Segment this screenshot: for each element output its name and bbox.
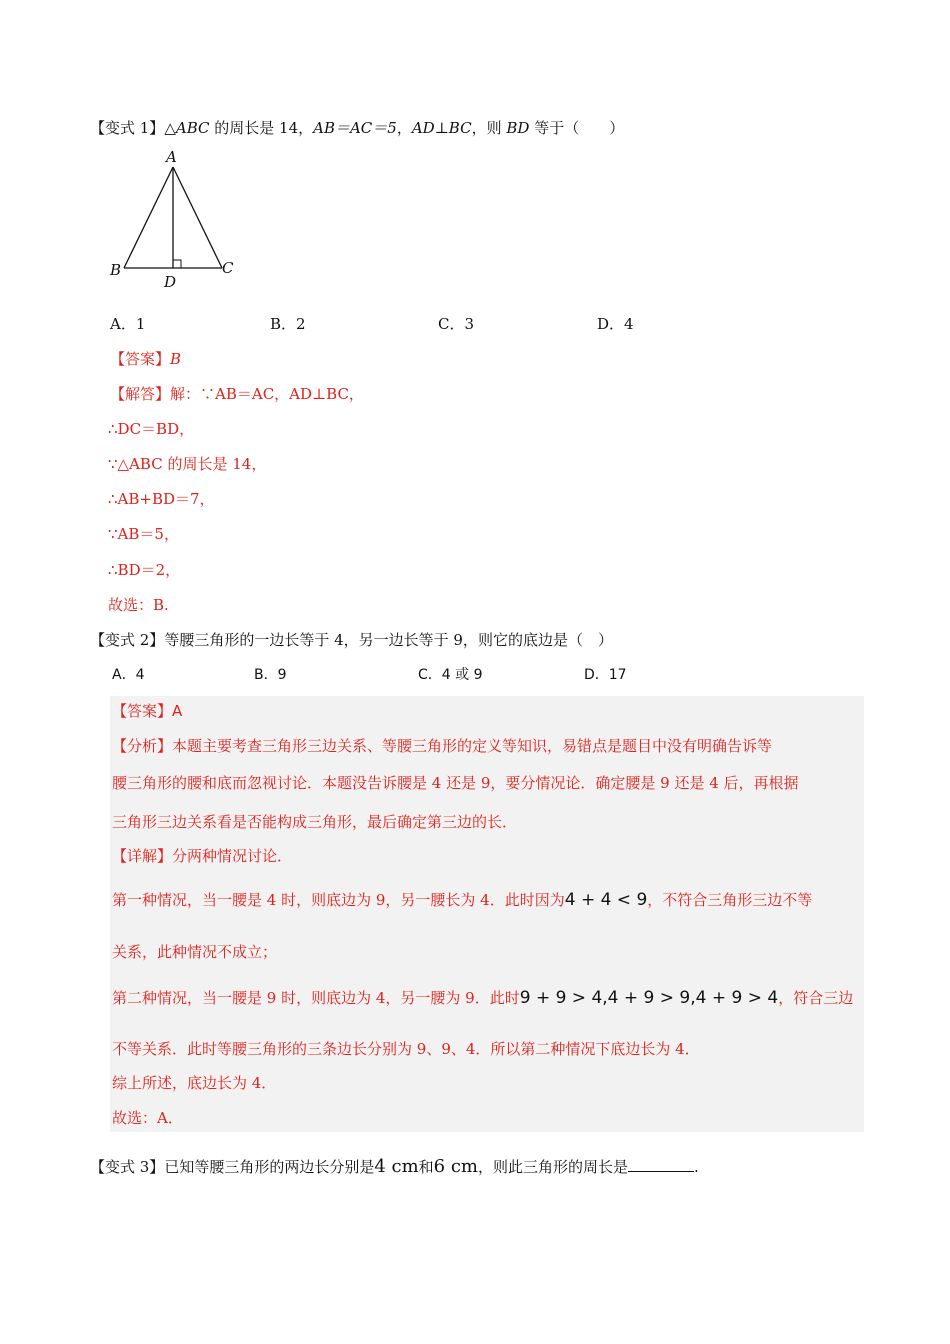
v2-choice-c: C．4 或 9 bbox=[418, 667, 483, 683]
v1-step-2: ∵△ABC 的周长是 14， bbox=[108, 455, 267, 473]
v3-question bbox=[90, 1157, 699, 1177]
case-2-math: 9 + 9 > 4,4 + 9 > 9,4 + 9 > 4 bbox=[519, 988, 779, 1008]
case-1-text-end: ，不符合三角形三边不等 bbox=[647, 891, 813, 909]
v1-step-4: ∵AB＝5， bbox=[108, 525, 179, 543]
label-a: A bbox=[166, 148, 177, 166]
v1-choice-d: D．4 bbox=[597, 315, 634, 333]
triangle-symbol: △ bbox=[164, 119, 176, 137]
v2-detail-head bbox=[112, 846, 292, 866]
v1-question bbox=[90, 118, 624, 138]
v2-solution-panel bbox=[110, 696, 864, 1132]
detail-tag: 【详解】 bbox=[112, 847, 173, 865]
v1-choice-c: C．3 bbox=[438, 315, 475, 333]
analysis-line-1: 本题主要考查三角形三边关系、等腰三角形的定义等知识，易错点是题目中没有明确告诉等 bbox=[172, 737, 773, 755]
solution-tag: 【解答】 bbox=[110, 385, 171, 403]
edge-ab bbox=[124, 167, 173, 268]
label-d: D bbox=[164, 273, 177, 291]
analysis-line-3: 三角形三边关系看是否能构成三角形，最后确定第三边的长． bbox=[112, 813, 518, 831]
v1-step-5: ∴BD＝2， bbox=[108, 561, 181, 579]
detail-line-1: 分两种情况讨论． bbox=[172, 847, 293, 865]
v2-pick: 故选：A． bbox=[112, 1109, 183, 1127]
label-b: B bbox=[110, 261, 122, 279]
case-1-line-1 bbox=[112, 890, 812, 910]
v1-text-2: ， bbox=[396, 119, 412, 137]
case-2-text-end: ，符合三边 bbox=[778, 989, 854, 1007]
v1-text-3: ，则 bbox=[471, 119, 507, 137]
edge-ac bbox=[173, 167, 222, 268]
v3-period: . bbox=[694, 1158, 699, 1176]
case-2-text: 第二种情况，当一腰是 9 时，则底边为 4，另一腰为 9．此时 bbox=[112, 989, 520, 1007]
v2-choice-b: B．9 bbox=[254, 667, 287, 683]
v1-choice-b: B．2 bbox=[270, 315, 306, 333]
v3-length-1: 4 cm bbox=[374, 1156, 419, 1177]
v3-text-2: 和 bbox=[418, 1158, 434, 1176]
v1-cond: AB＝AC＝5 bbox=[313, 119, 397, 137]
v1-step-1: ∴DC＝BD， bbox=[108, 420, 195, 438]
v2-choice-a: A．4 bbox=[112, 667, 145, 683]
analysis-line-2: 腰三角形的腰和底而忽视讨论．本题没告诉腰是 4 还是 9，要分情况论．确定腰是 9 还是 4 后，再根据 bbox=[112, 774, 799, 792]
v1-bd: BD bbox=[506, 119, 530, 137]
v2-question bbox=[90, 630, 613, 650]
case-2-line-2: 不等关系．此时等腰三角形的三条边长分别为 9、9、4．所以第二种情况下底边长为 4． bbox=[112, 1040, 700, 1058]
analysis-tag: 【分析】 bbox=[112, 737, 173, 755]
v3-head: 【变式 3】 bbox=[90, 1158, 165, 1176]
v2-answer bbox=[112, 701, 182, 721]
v1-step-6: 故选：B. bbox=[108, 596, 169, 614]
v1-perp: AD⊥BC bbox=[411, 119, 472, 137]
label-c: C bbox=[222, 259, 234, 277]
v2-text: 等腰三角形的一边长等于 4，另一边长等于 9，则它的底边是（ ） bbox=[164, 631, 613, 649]
v1-text-1: 的周长是 14， bbox=[209, 119, 314, 137]
v2-head: 【变式 2】 bbox=[90, 631, 165, 649]
v1-abc: ABC bbox=[175, 119, 210, 137]
case-1-math: 4 + 4 < 9 bbox=[564, 890, 648, 910]
case-2-line-1 bbox=[112, 988, 853, 1008]
v1-choice-a: A．1 bbox=[110, 315, 146, 333]
case-1-line-2: 关系，此种情况不成立； bbox=[112, 943, 278, 961]
solution-first-line: 解：∵AB＝AC，AD⊥BC， bbox=[170, 385, 364, 403]
right-angle-mark bbox=[173, 260, 181, 268]
v2-summary: 综上所述，底边长为 4． bbox=[112, 1074, 277, 1092]
v3-answer-blank[interactable] bbox=[628, 1157, 694, 1172]
v2-analysis-1 bbox=[112, 736, 772, 756]
v2-answer-value: A bbox=[172, 702, 183, 720]
triangle-figure bbox=[100, 145, 250, 295]
v3-length-2: 6 cm bbox=[433, 1156, 478, 1177]
v2-choice-d: D．17 bbox=[584, 667, 627, 683]
v3-text-1: 已知等腰三角形的两边长分别是 bbox=[164, 1158, 375, 1176]
v1-head: 【变式 1】 bbox=[90, 119, 165, 137]
v1-text-4: 等于（ ） bbox=[529, 119, 625, 137]
v1-answer bbox=[110, 349, 181, 369]
answer-tag: 【答案】 bbox=[110, 350, 171, 368]
v3-text-3: ，则此三角形的周长是 bbox=[478, 1158, 629, 1176]
case-1-text: 第一种情况，当一腰是 4 时，则底边为 9，另一腰长为 4．此时因为 bbox=[112, 891, 565, 909]
v2-answer-tag: 【答案】 bbox=[112, 702, 173, 720]
answer-value: B bbox=[170, 350, 182, 368]
v1-step-3: ∴AB+BD＝7， bbox=[108, 490, 215, 508]
v1-solution-head bbox=[110, 384, 364, 404]
